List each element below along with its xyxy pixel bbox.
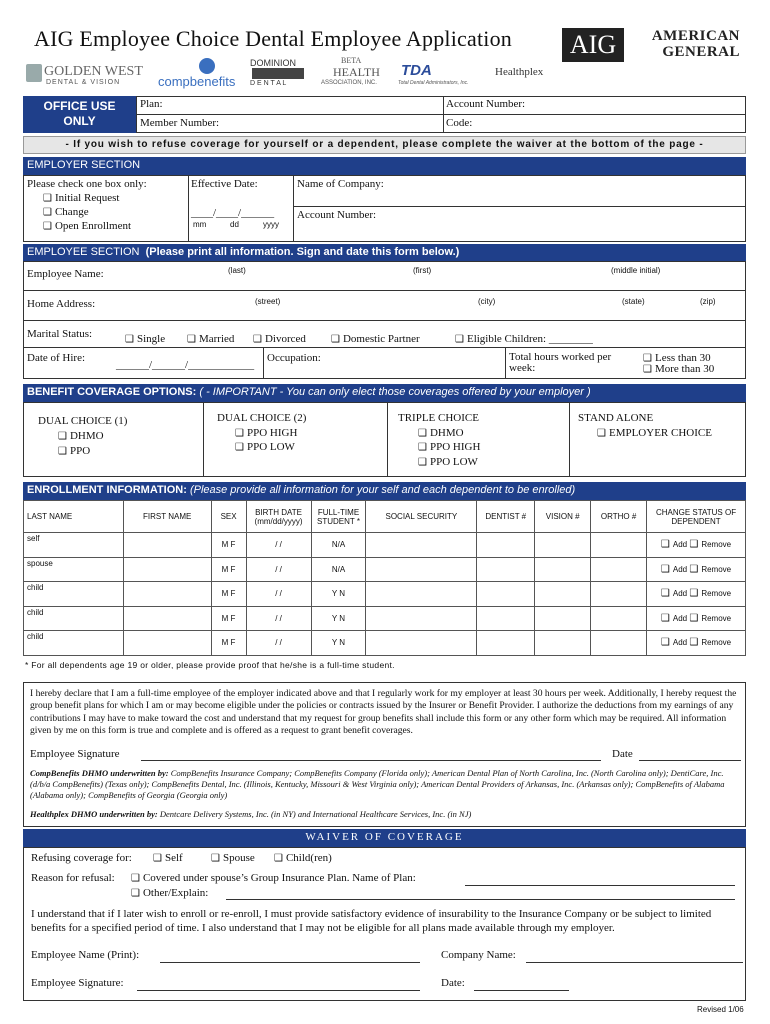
compbenefits-logo: compbenefits xyxy=(158,74,236,89)
office-use-section xyxy=(23,96,746,133)
american-general-logo: AMERICAN GENERAL xyxy=(651,28,740,60)
triple-ppo-high-checkbox[interactable]: ❑ PPO HIGH xyxy=(418,441,480,453)
single-checkbox[interactable]: ❑ Single xyxy=(125,333,165,345)
refuse-note: - If you wish to refuse coverage for yourself or a dependent, please complete the waiver at the bottom of the page - xyxy=(23,136,746,154)
enrollment-header: ENROLLMENT INFORMATION: (Please provide all information for your self and each dependent to be enrolled) xyxy=(23,482,746,500)
waiver-section: WAIVER OF COVERAGE Refusing coverage for: ❑ Self ❑ Spouse ❑ Child(ren) Reason for refusal: ❑ Covered under spouse’s Group Insurance Plan. Name of Plan: ❑ Other/Explain: I understand that if I later wish to enroll or re-enroll, I must provide satisfactory evidence of insurability to the Insurance Company or be subject to limited benefits for a specified period of time. I also understand that I may not be eligible for all plans made available through my employer. Employee Name (Print): Company Name: Employee Signature: Date: xyxy=(23,829,746,1001)
code-field[interactable]: Code: xyxy=(446,117,473,129)
waiver-header: WAIVER OF COVERAGE xyxy=(23,829,746,847)
golden-west-logo: GOLDEN WEST xyxy=(44,64,143,79)
employer-account-number-field[interactable]: Account Number: xyxy=(297,209,377,221)
less-than-30-checkbox[interactable]: ❑ Less than 30 xyxy=(643,352,711,364)
benefit-header: BENEFIT COVERAGE OPTIONS: ( - IMPORTANT - You can only elect those coverages offered by your employer ) xyxy=(23,384,746,402)
compbenefits-logo-icon xyxy=(199,58,215,74)
triple-ppo-low-checkbox[interactable]: ❑ PPO LOW xyxy=(418,456,478,468)
explain-line[interactable] xyxy=(226,899,735,900)
divorced-checkbox[interactable]: ❑ Divorced xyxy=(253,333,306,345)
triple-dhmo-checkbox[interactable]: ❑ DHMO xyxy=(418,427,464,439)
employee-signature-line[interactable] xyxy=(141,760,601,761)
declaration-section: I hereby declare that I am a full-time employee of the employer indicated above and that I regularly work for my employer at least 30 hours per week. Additionally, I hereby request the group benefit plans for which I am or may become eligible under the policies or contracts issued by the Insurer or Benefit Provider. I authorize the deductions from my earnings of any contributions I may have to make toward the cost and understand that my request for group benefits shall include this form or any other form which may be required. All information given by me on this form is true and complete and is offered as a request to grant benefit coverages. Employee Signature Date CompBenefits DHMO underwritten by: CompBenefits Insurance Company; CompBenefits Company (Florida only); American Dental Plan of North Carolina, Inc. (North Carolina only); DentiCare, Inc. (d/b/a CompBenefits) (Texas only); CompBenefits Dental, Inc. (Illinois, Kentucky, Missouri & West Virginia only); American Dental Providers of Arkansas, Inc. (Arkansas only); CompBenefits of Alabama (Alabama only); CompBenefits of Georgia (Georgia only) Healthplex DHMO underwritten by: Dentcare Delivery Systems, Inc. (in NY) and International Healthcare Services, Inc. (in NJ) xyxy=(23,682,746,827)
domestic-partner-checkbox[interactable]: ❑ Domestic Partner xyxy=(331,333,420,345)
aig-logo: AIG xyxy=(562,28,624,62)
add-checkbox[interactable]: ❑ Add xyxy=(661,540,687,549)
spouse-plan-checkbox[interactable]: ❑ Covered under spouse’s Group Insurance Plan. Name of Plan: xyxy=(131,872,416,884)
table-row: self M F / / N/A ❑ Add ❑ Remove xyxy=(24,533,746,558)
remove-checkbox[interactable]: ❑ Remove xyxy=(689,565,731,574)
tda-sub: Total Dental Administrators, Inc. xyxy=(398,80,469,86)
waiver-date-line[interactable] xyxy=(474,990,569,991)
employee-section: EMPLOYEE SECTION (Please print all information. Sign and date this form below.) Employee Name: (last) (first) (middle initial) Home Address: (street) (city) (state) (zip) Marital Status: ❑ Single ❑ Married ❑ Divorced ❑ Domestic Partner ❑ Eligible Children: ________ Date of Hire: ______/______/____________ Occupation: Total hours worked per week: ❑ Less than 30 ❑ More than 30 xyxy=(23,244,746,379)
employee-header: EMPLOYEE SECTION (Please print all information. Sign and date this form below.) xyxy=(23,244,746,261)
print-name-line[interactable] xyxy=(160,962,420,963)
enrollment-table xyxy=(23,500,746,656)
plan-name-line[interactable] xyxy=(465,885,735,886)
effective-date-field[interactable]: ____/____/______ xyxy=(191,207,275,219)
add-checkbox[interactable]: ❑ Add xyxy=(661,565,687,574)
enrollment-header-row: LAST NAME FIRST NAME SEX BIRTH DATE (mm/dd/yyyy) FULL-TIME STUDENT * SOCIAL SECURITY DENTIST # VISION # ORTHO # CHANGE STATUS OF DEPENDENT xyxy=(24,501,746,533)
employer-header: EMPLOYER SECTION xyxy=(23,157,746,175)
initial-request-checkbox[interactable]: ❑ Initial Request xyxy=(43,192,119,204)
table-row: child M F / / Y N ❑ Add ❑ Remove xyxy=(24,582,746,607)
healthplex-logo: Healthplex xyxy=(495,66,544,78)
change-checkbox[interactable]: ❑ Change xyxy=(43,206,89,218)
remove-checkbox[interactable]: ❑ Remove xyxy=(689,540,731,549)
benefit-section: BENEFIT COVERAGE OPTIONS: ( - IMPORTANT - You can only elect those coverages offered by your employer ) DUAL CHOICE (1) ❑ DHMO ❑ PPO DUAL CHOICE (2) ❑ PPO HIGH ❑ PPO LOW TRIPLE CHOICE ❑ DHMO ❑ PPO HIGH ❑ PPO LOW STAND ALONE ❑ EMPLOYER CHOICE xyxy=(23,384,746,477)
dual1-dhmo-checkbox[interactable]: ❑ DHMO xyxy=(58,430,104,442)
employer-choice-checkbox[interactable]: ❑ EMPLOYER CHOICE xyxy=(597,427,712,439)
plan-field[interactable]: Plan: xyxy=(140,98,163,110)
add-checkbox[interactable]: ❑ Add xyxy=(661,614,687,623)
waive-spouse-checkbox[interactable]: ❑ Spouse xyxy=(211,852,255,864)
health-logo: HEALTH xyxy=(333,65,380,79)
revised-note: Revised 1/06 xyxy=(697,1005,744,1014)
date-of-hire-field[interactable]: ______/______/____________ xyxy=(116,359,255,371)
other-explain-checkbox[interactable]: ❑ Other/Explain: xyxy=(131,887,208,899)
dds-logo-icon xyxy=(252,68,304,79)
student-footnote: * For all dependents age 19 or older, please provide proof that he/she is a full-time student. xyxy=(25,660,395,670)
page-title: AIG Employee Choice Dental Employee Application xyxy=(34,26,512,51)
remove-checkbox[interactable]: ❑ Remove xyxy=(689,614,731,623)
dual1-ppo-checkbox[interactable]: ❑ PPO xyxy=(58,445,90,457)
dominion-logo: DOMINION xyxy=(250,58,296,68)
add-checkbox[interactable]: ❑ Add xyxy=(661,589,687,598)
married-checkbox[interactable]: ❑ Married xyxy=(187,333,234,345)
employee-name-field[interactable]: Employee Name: xyxy=(27,268,104,280)
home-address-field[interactable]: Home Address: xyxy=(27,298,96,310)
table-row: spouse M F / / N/A ❑ Add ❑ Remove xyxy=(24,557,746,582)
tda-logo: TDA xyxy=(401,62,432,79)
remove-checkbox[interactable]: ❑ Remove xyxy=(689,638,731,647)
occupation-field[interactable]: Occupation: xyxy=(267,352,321,364)
more-than-30-checkbox[interactable]: ❑ More than 30 xyxy=(643,363,714,375)
waive-self-checkbox[interactable]: ❑ Self xyxy=(153,852,183,864)
open-enrollment-checkbox[interactable]: ❑ Open Enrollment xyxy=(43,220,131,232)
dual2-ppo-high-checkbox[interactable]: ❑ PPO HIGH xyxy=(235,427,297,439)
employer-section: EMPLOYER SECTION Please check one box only: ❑ Initial Request ❑ Change ❑ Open Enrollment Effective Date: ____/____/______ mm dd yyyy Name of Company: Account Number: xyxy=(23,157,746,242)
dual2-ppo-low-checkbox[interactable]: ❑ PPO LOW xyxy=(235,441,295,453)
golden-west-logo-icon xyxy=(26,64,42,82)
table-row: child M F / / Y N ❑ Add ❑ Remove xyxy=(24,606,746,631)
eligible-children-checkbox[interactable]: ❑ Eligible Children: ________ xyxy=(455,333,593,345)
declaration-date-line[interactable] xyxy=(639,760,741,761)
member-number-field[interactable]: Member Number: xyxy=(140,117,220,129)
office-account-number-field[interactable]: Account Number: xyxy=(446,98,526,110)
table-row: child M F / / Y N ❑ Add ❑ Remove xyxy=(24,631,746,656)
company-name-field[interactable]: Name of Company: xyxy=(297,178,384,190)
beta-logo: BETA xyxy=(341,56,362,65)
company-name-line[interactable] xyxy=(526,962,743,963)
office-use-label: OFFICE USE ONLY xyxy=(23,96,136,133)
golden-west-sub: DENTAL & VISION xyxy=(46,79,121,86)
health-sub: ASSOCIATION, INC. xyxy=(321,80,377,86)
dominion-sub: D E N T A L xyxy=(250,80,287,87)
add-checkbox[interactable]: ❑ Add xyxy=(661,638,687,647)
waive-children-checkbox[interactable]: ❑ Child(ren) xyxy=(274,852,332,864)
waiver-signature-line[interactable] xyxy=(137,990,420,991)
remove-checkbox[interactable]: ❑ Remove xyxy=(689,589,731,598)
